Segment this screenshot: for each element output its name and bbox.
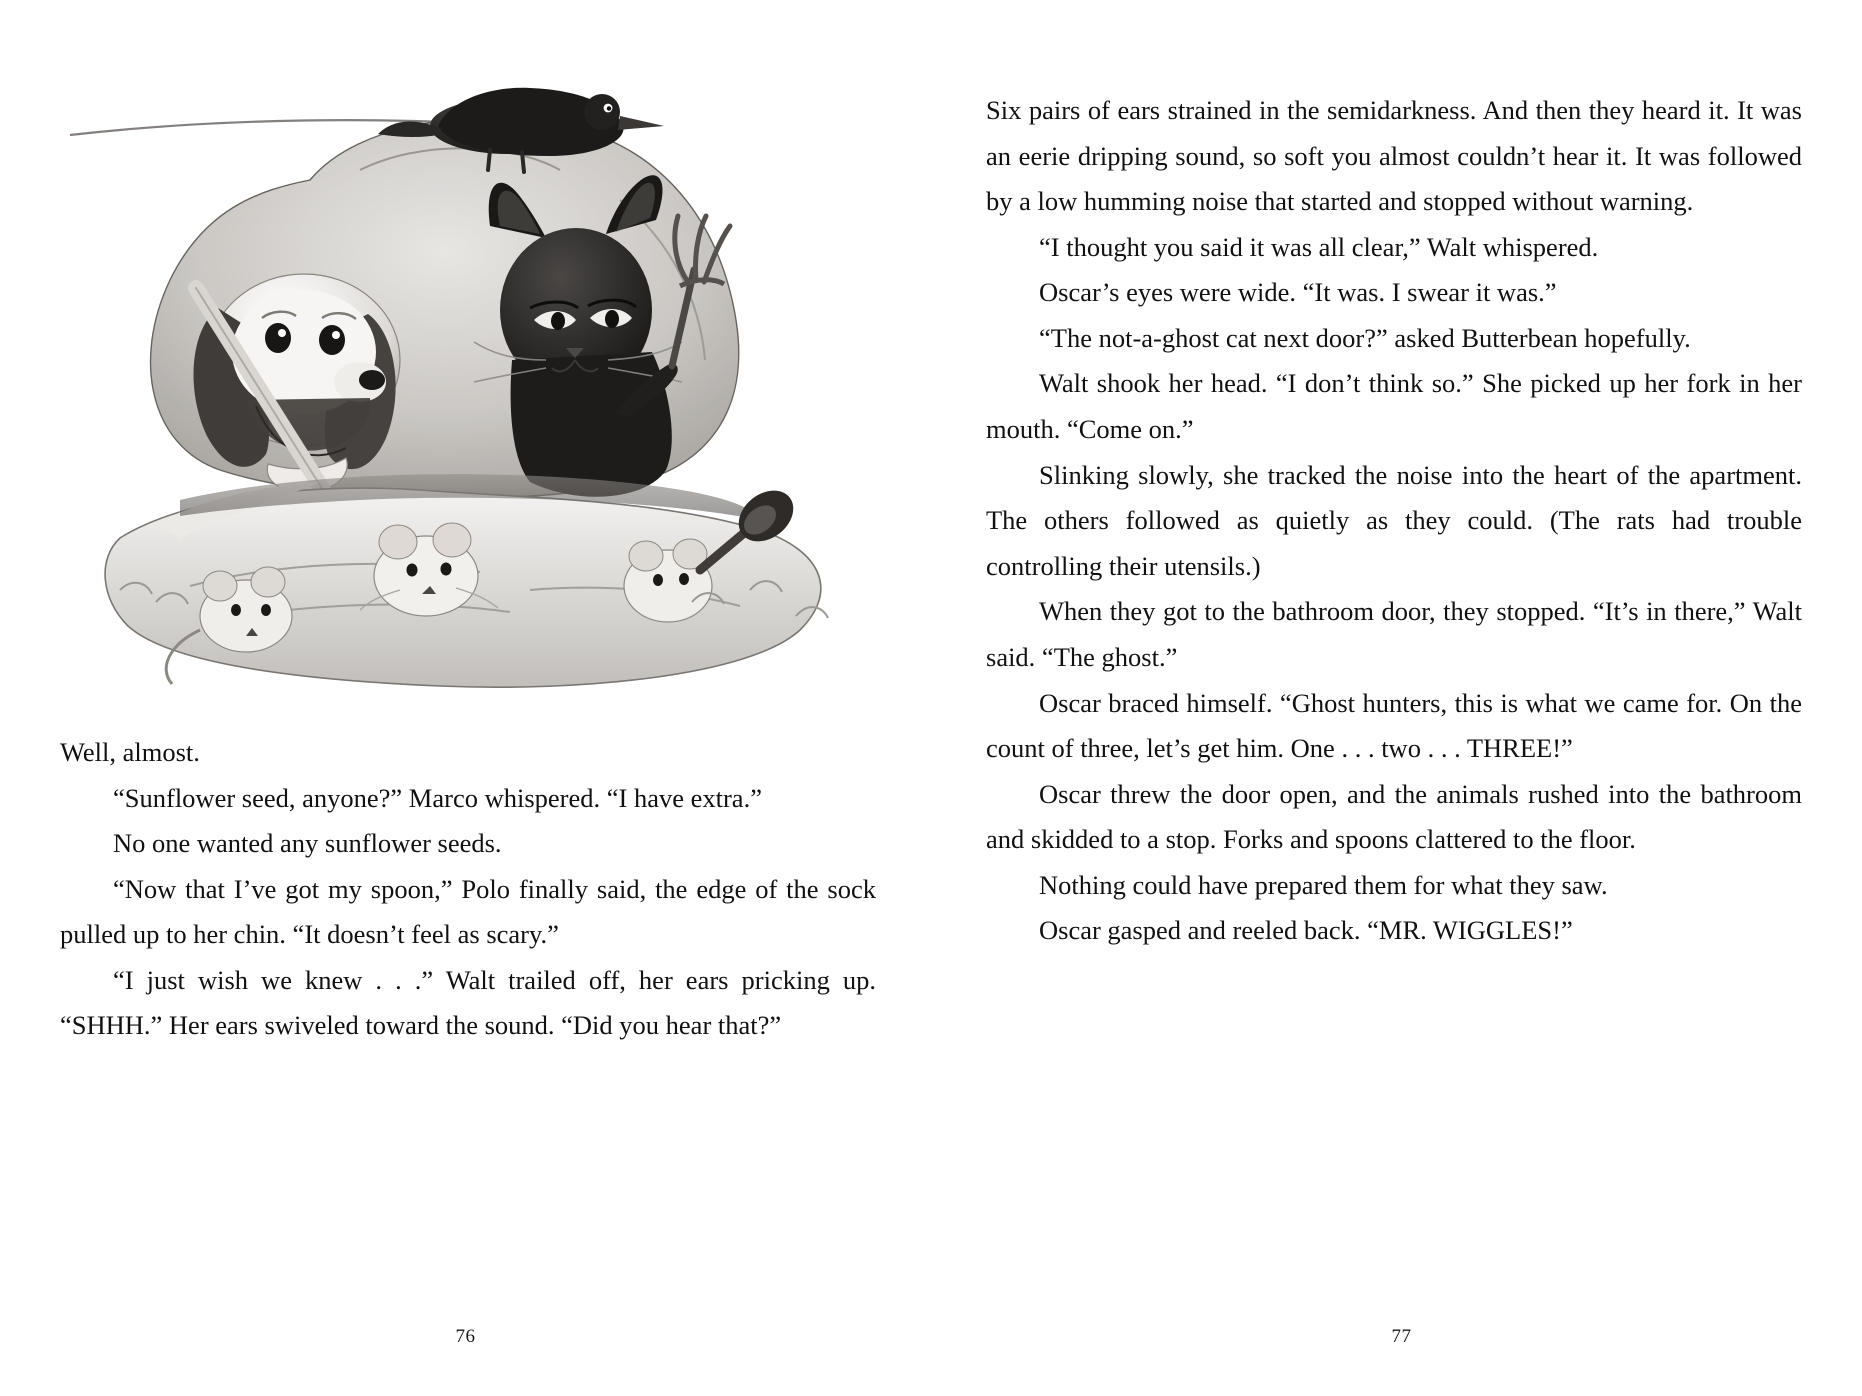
paragraph: Six pairs of ears strained in the semidarkness. And then they heard it. It was an eerie dripping sound, so soft you almost couldn’t hear it. It was followed by a low humming noise that started and stopped without warning. xyxy=(986,95,1802,217)
paragraph: “I just wish we knew . . .” Walt trailed off, her ears pricking up. “SHHH.” Her ears swiveled toward the sound. “Did you hear that?” xyxy=(60,964,876,1041)
paragraph: Oscar braced himself. “Ghost hunters, this is what we came for. On the count of three, let’s get him. One . . . two . . . THREE!” xyxy=(986,687,1802,764)
paragraph: Oscar’s eyes were wide. “It was. I swear it was.” xyxy=(1039,277,1557,308)
right-page-text xyxy=(986,0,1802,954)
paragraph: “The not-a-ghost cat next door?” asked Butterbean hopefully. xyxy=(1039,322,1691,353)
paragraph: When they got to the bathroom door, they stopped. “It’s in there,” Walt said. “The ghost.” xyxy=(986,596,1802,672)
paragraph: “I thought you said it was all clear,” Walt whispered. xyxy=(1039,231,1599,262)
paragraph: No one wanted any sunflower seeds. xyxy=(113,828,502,859)
paragraph: “Now that I’ve got my spoon,” Polo finally said, the edge of the sock pulled up to her chin. “It doesn’t feel as scary.” xyxy=(60,873,876,950)
page-number-left: 76 xyxy=(455,1326,476,1347)
left-page-text xyxy=(60,730,876,1049)
illustration-svg xyxy=(60,30,880,730)
paragraph: Oscar gasped and reeled back. “MR. WIGGLES!” xyxy=(1039,915,1573,946)
right-page xyxy=(931,0,1862,1396)
illustration-animals-under-blanket xyxy=(60,30,880,730)
paragraph: Well, almost. xyxy=(60,737,200,767)
paragraph: “Sunflower seed, anyone?” Marco whispered. “I have extra.” xyxy=(113,782,762,813)
paragraph: Nothing could have prepared them for what they saw. xyxy=(1039,869,1608,900)
page-number-right: 77 xyxy=(1391,1326,1412,1347)
paragraph: Oscar threw the door open, and the animals rushed into the bathroom and skidded to a stop. Forks and spoons clattered to the floor. xyxy=(986,778,1802,855)
paragraph: Walt shook her head. “I don’t think so.” She picked up her fork in her mouth. “Come on.” xyxy=(986,368,1802,445)
paragraph: Slinking slowly, she tracked the noise into the heart of the apartment. The others followed as quietly as they could. (The rats had trouble controlling their utensils.) xyxy=(986,459,1802,581)
